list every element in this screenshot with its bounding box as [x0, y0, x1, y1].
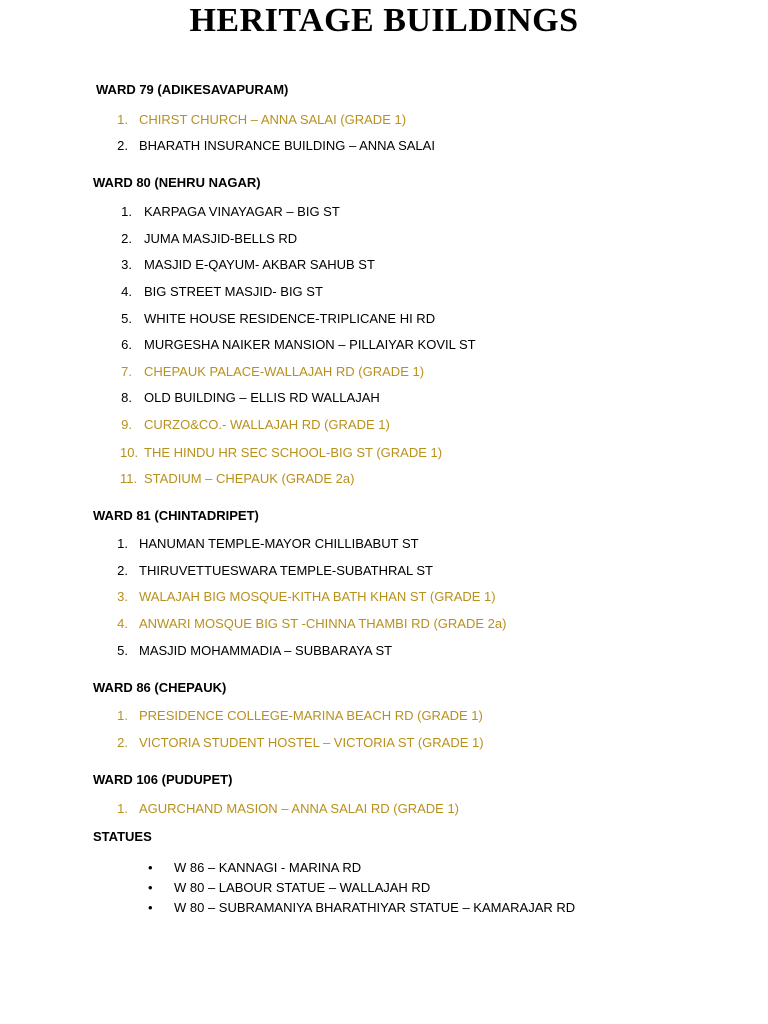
list-item	[100, 417, 390, 433]
list-item-text: OLD BUILDING – ELLIS RD WALLAJAH	[144, 390, 380, 405]
list-item	[100, 257, 375, 273]
list-item-text: THIRUVETTUESWARA TEMPLE-SUBATHRAL ST	[139, 563, 433, 578]
list-item-number: 6.	[121, 337, 132, 352]
ward-heading: WARD 106 (PUDUPET)	[93, 772, 233, 787]
list-item	[100, 643, 392, 659]
list-item	[100, 735, 484, 751]
list-item-number: 3.	[121, 257, 132, 272]
list-item-text: HANUMAN TEMPLE-MAYOR CHILLIBABUT ST	[139, 536, 419, 551]
list-item	[100, 390, 380, 406]
list-item	[100, 112, 406, 128]
statue-item: W 80 – SUBRAMANIYA BHARATHIYAR STATUE – KAMARAJAR RD	[174, 900, 576, 915]
page-title: HERITAGE BUILDINGS	[189, 2, 579, 39]
list-item-number: 3.	[117, 589, 128, 604]
list-item	[100, 284, 323, 300]
statues-heading: STATUES	[93, 829, 152, 844]
statue-item: W 86 – KANNAGI - MARINA RD	[174, 860, 362, 875]
list-item	[100, 311, 435, 327]
bullet-icon: •	[148, 880, 153, 895]
list-item	[100, 364, 424, 380]
list-item-text: VICTORIA STUDENT HOSTEL – VICTORIA ST (GRADE 1)	[139, 735, 484, 750]
list-item	[100, 563, 433, 579]
list-item	[100, 231, 297, 247]
list-item-number: 9.	[121, 417, 132, 432]
list-item-number: 4.	[121, 284, 132, 299]
list-item	[100, 445, 442, 461]
list-item-text: AGURCHAND MASION – ANNA SALAI RD (GRADE 1)	[139, 801, 460, 816]
list-item-number: 1.	[121, 204, 132, 219]
list-item-text: CURZO&CO.- WALLAJAH RD (GRADE 1)	[144, 417, 390, 432]
list-item-text: WALAJAH BIG MOSQUE-KITHA BATH KHAN ST (GRADE 1)	[139, 589, 496, 604]
list-item-text: WHITE HOUSE RESIDENCE-TRIPLICANE HI RD	[144, 311, 436, 326]
list-item-text: ANWARI MOSQUE BIG ST -CHINNA THAMBI RD (GRADE 2a)	[139, 616, 507, 631]
list-item-text: MASJID MOHAMMADIA – SUBBARAYA ST	[139, 643, 393, 658]
list-item-number: 8.	[121, 390, 132, 405]
list-item	[100, 471, 354, 487]
list-item-number: 10.	[120, 445, 139, 460]
list-item-number: 5.	[117, 643, 128, 658]
list-item-text: CHIRST CHURCH – ANNA SALAI (GRADE 1)	[139, 112, 407, 127]
list-item	[100, 138, 435, 154]
ward-heading: WARD 86 (CHEPAUK)	[93, 680, 227, 695]
list-item-number: 1.	[117, 536, 128, 551]
list-item-number: 4.	[117, 616, 128, 631]
list-item	[100, 801, 459, 817]
list-item-text: JUMA MASJID-BELLS RD	[144, 231, 298, 246]
list-item-text: MURGESHA NAIKER MANSION – PILLAIYAR KOVIL ST	[144, 337, 476, 352]
list-item-text: THE HINDU HR SEC SCHOOL-BIG ST (GRADE 1)	[144, 445, 443, 460]
list-item	[100, 536, 419, 552]
list-item	[100, 708, 483, 724]
list-item-text: KARPAGA VINAYAGAR – BIG ST	[144, 204, 340, 219]
list-item	[100, 204, 340, 220]
list-item-text: PRESIDENCE COLLEGE-MARINA BEACH RD (GRADE 1)	[139, 708, 483, 723]
list-item	[100, 337, 476, 353]
list-item-number: 11.	[120, 471, 138, 486]
list-item-text: MASJID E-QAYUM- AKBAR SAHUB ST	[144, 257, 375, 272]
list-item-number: 1.	[117, 112, 128, 127]
list-item-number: 2.	[121, 231, 132, 246]
list-item-number: 5.	[121, 311, 132, 326]
ward-heading: WARD 81 (CHINTADRIPET)	[93, 508, 259, 523]
list-item-number: 2.	[117, 138, 128, 153]
list-item-number: 7.	[121, 364, 132, 379]
list-item-number: 1.	[117, 801, 128, 816]
list-item-number: 1.	[117, 708, 128, 723]
list-item	[100, 589, 496, 605]
list-item	[100, 616, 506, 632]
list-item-number: 2.	[117, 735, 128, 750]
list-item-number: 2.	[117, 563, 128, 578]
list-item-text: BIG STREET MASJID- BIG ST	[144, 284, 323, 299]
ward-heading: WARD 80 (NEHRU NAGAR)	[93, 175, 261, 190]
list-item-text: CHEPAUK PALACE-WALLAJAH RD (GRADE 1)	[144, 364, 425, 379]
ward-heading: WARD 79 (ADIKESAVAPURAM)	[96, 82, 289, 97]
list-item-text: BHARATH INSURANCE BUILDING – ANNA SALAI	[139, 138, 435, 153]
statue-item: W 80 – LABOUR STATUE – WALLAJAH RD	[174, 880, 431, 895]
bullet-icon: •	[148, 860, 153, 875]
bullet-icon: •	[148, 900, 153, 915]
list-item-text: STADIUM – CHEPAUK (GRADE 2a)	[144, 471, 355, 486]
